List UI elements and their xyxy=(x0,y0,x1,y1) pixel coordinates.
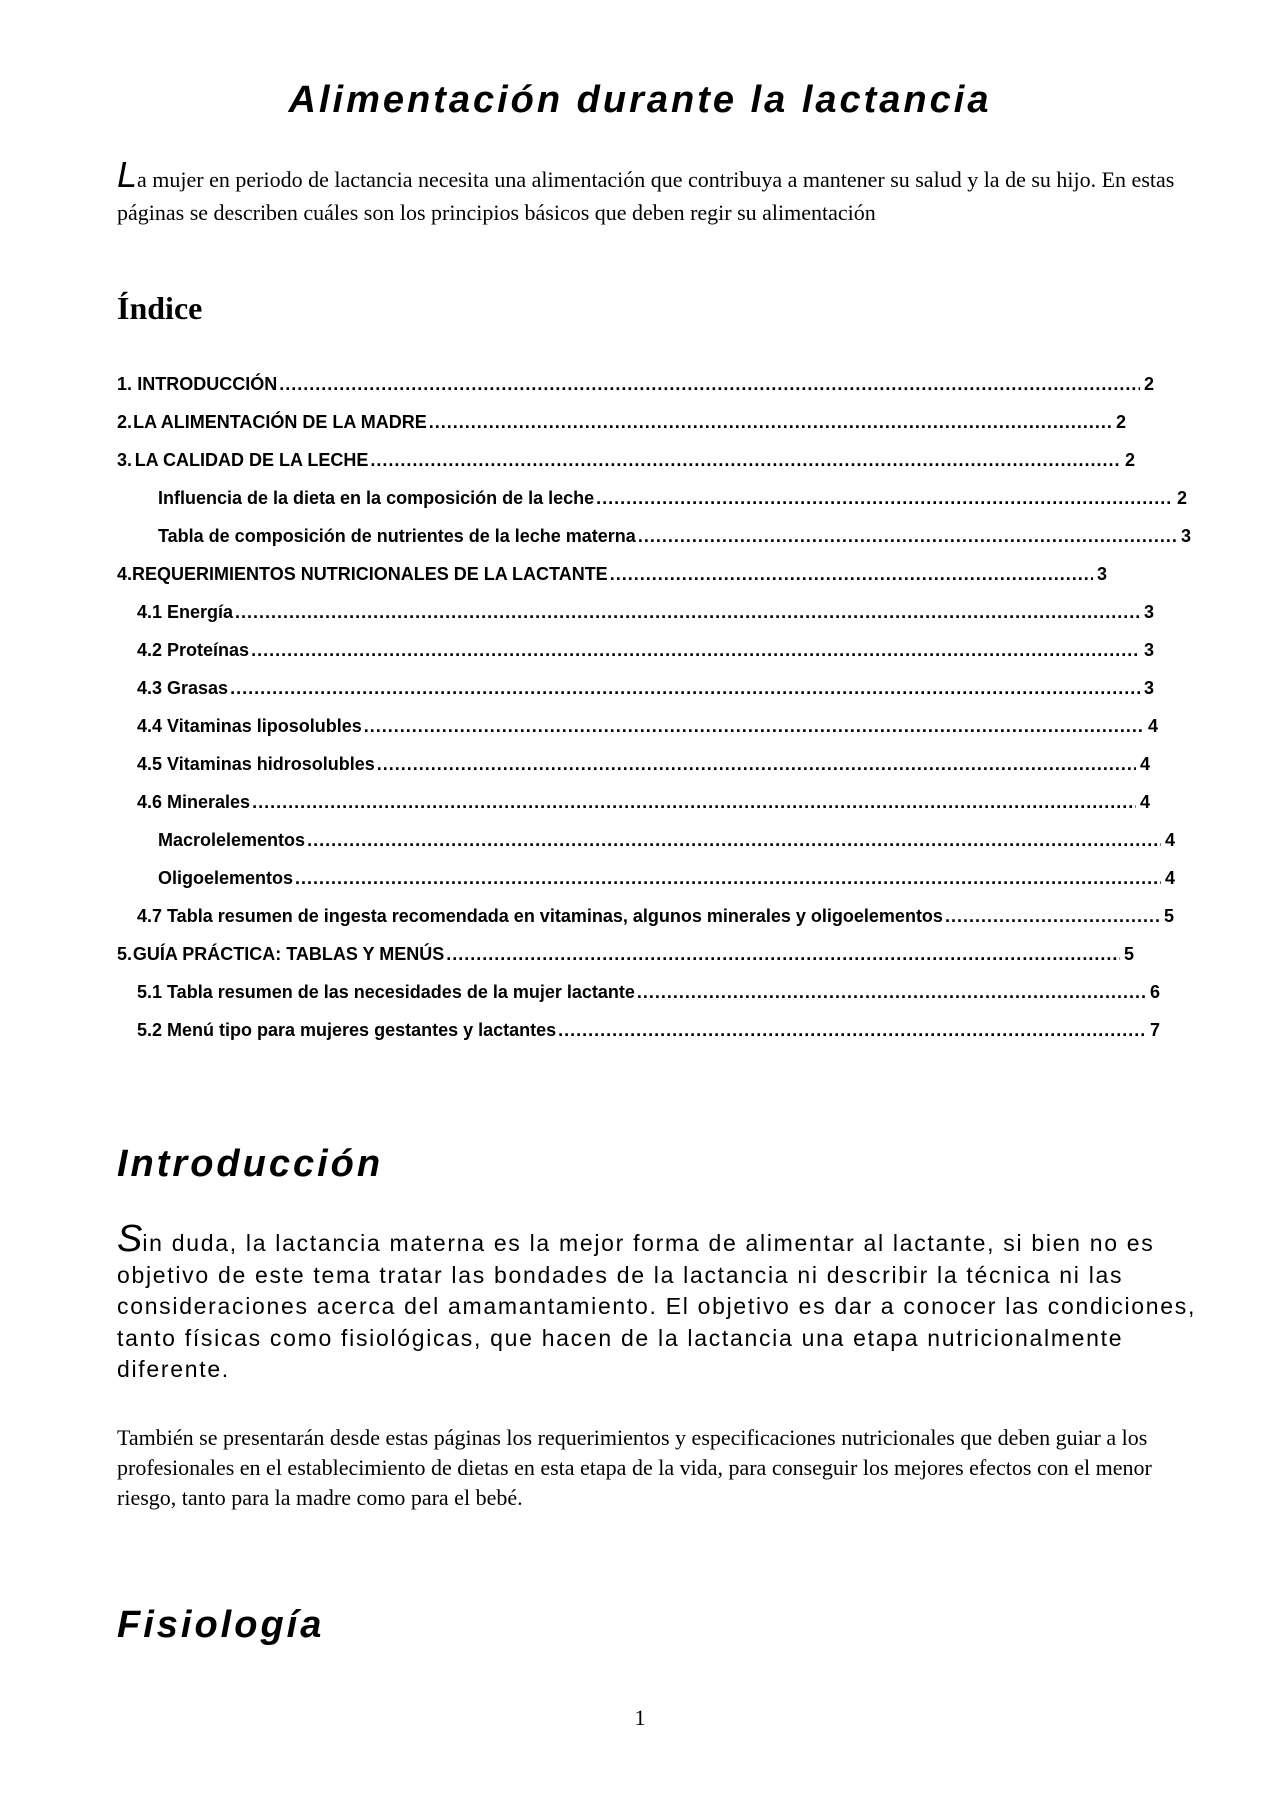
toc-entry[interactable] xyxy=(137,1011,1160,1049)
toc-entry[interactable] xyxy=(117,441,1135,479)
toc-entry[interactable] xyxy=(137,669,1154,707)
toc-entry[interactable] xyxy=(137,783,1150,821)
toc-label: 5.2 Menú tipo para mujeres gestantes y lactantes xyxy=(137,1020,557,1040)
toc-entry[interactable] xyxy=(137,631,1154,669)
toc-page-number: 5 xyxy=(1123,944,1134,964)
toc-entry[interactable] xyxy=(137,745,1150,783)
introduccion-paragraph-2: También se presentarán desde estas páginas los requerimientos y especificaciones nutricionales que deben guiar a los profesionales en el establecimiento de dietas en esta etapa de la vida, para conseguir los mejores efectos con el menor riesgo, tanto para la madre como para el bebé. xyxy=(117,1425,1152,1510)
toc-label: Influencia de la dieta en la composición de la leche xyxy=(158,488,595,508)
toc-leader xyxy=(945,897,1160,935)
introduccion-dropcap: S xyxy=(117,1218,143,1260)
toc-leader xyxy=(364,707,1144,745)
toc-leader xyxy=(295,859,1161,897)
toc-label: 4.7 Tabla resumen de ingesta recomendada en vitaminas, algunos minerales y oligoelementos xyxy=(137,906,943,926)
toc-page-number: 5 xyxy=(1163,906,1174,926)
toc-page-number: 4 xyxy=(1164,868,1175,888)
introduccion-paragraph-1 xyxy=(117,1218,1197,1386)
toc-page-number: 3 xyxy=(1143,602,1154,622)
toc-entry[interactable] xyxy=(158,479,1187,517)
intro-paragraph xyxy=(117,154,1187,229)
toc-label: 4.1 Energía xyxy=(137,602,234,622)
toc-page-number: 3 xyxy=(1143,678,1154,698)
toc-page-number: 2 xyxy=(1115,412,1126,432)
toc-page-number: 4 xyxy=(1139,754,1150,774)
document-title: Alimentación durante la lactancia xyxy=(288,79,992,121)
toc-number: 4. xyxy=(117,564,133,584)
toc-entry[interactable] xyxy=(158,821,1175,859)
toc-page-number: 7 xyxy=(1149,1020,1160,1040)
toc-leader xyxy=(610,555,1093,593)
toc-label: 4.2 Proteínas xyxy=(137,640,250,660)
toc-number: 1. xyxy=(117,374,133,394)
fisiologia-heading: Fisiología xyxy=(117,1604,325,1646)
toc-page-number: 2 xyxy=(1176,488,1187,508)
toc-leader xyxy=(429,403,1112,441)
toc-entry[interactable] xyxy=(158,859,1175,897)
toc-label: REQUERIMIENTOS NUTRICIONALES DE LA LACTANTE xyxy=(132,564,608,584)
introduccion-text-1: in duda, la lactancia materna es la mejor forma de alimentar al lactante, si bien no es objetivo de este tema tratar las bondades de la lactancia ni describir la técnica ni las consideraciones acerca del amamantamiento. El objetivo es dar a conocer las condiciones, tanto físicas como fisiológicas, que hacen de la lactancia una etapa nutricionalmente diferente. xyxy=(117,1230,1197,1382)
toc-label: 4.6 Minerales xyxy=(137,792,251,812)
toc-page-number: 3 xyxy=(1143,640,1154,660)
toc-entry[interactable] xyxy=(137,897,1174,935)
toc-leader xyxy=(307,821,1161,859)
toc-label: 5.1 Tabla resumen de las necesidades de la mujer lactante xyxy=(137,982,635,1002)
toc-entry[interactable] xyxy=(117,365,1154,403)
toc-number: 3. xyxy=(117,450,133,470)
toc-page-number: 6 xyxy=(1149,982,1160,1002)
toc-leader xyxy=(446,935,1120,973)
intro-dropcap: L xyxy=(117,154,138,195)
toc-page-number: 4 xyxy=(1164,830,1175,850)
toc-label: Oligoelementos xyxy=(158,868,294,888)
toc-leader xyxy=(370,441,1121,479)
toc-page-number: 3 xyxy=(1096,564,1107,584)
toc-label: 4.3 Grasas xyxy=(137,678,229,698)
toc-entry[interactable] xyxy=(137,973,1160,1011)
toc-label: 4.5 Vitaminas hidrosolubles xyxy=(137,754,375,774)
index-heading: Índice xyxy=(117,290,203,326)
introduccion-heading: Introducción xyxy=(117,1143,384,1185)
toc-leader xyxy=(637,973,1146,1011)
toc-leader xyxy=(558,1011,1146,1049)
toc-leader xyxy=(279,365,1140,403)
toc-label: INTRODUCCIÓN xyxy=(137,374,278,394)
toc-page-number: 3 xyxy=(1180,526,1191,546)
toc-leader xyxy=(377,745,1136,783)
toc-label: LA CALIDAD DE LA LECHE xyxy=(134,450,369,470)
toc-page-number: 4 xyxy=(1139,792,1150,812)
toc-entry[interactable] xyxy=(117,555,1107,593)
toc-label: Tabla de composición de nutrientes de la leche materna xyxy=(158,526,636,546)
toc-leader xyxy=(235,593,1140,631)
toc-entry[interactable] xyxy=(158,517,1191,555)
toc-page-number: 2 xyxy=(1143,374,1154,394)
toc-page-number: 2 xyxy=(1124,450,1135,470)
toc-page-number: 4 xyxy=(1147,716,1158,736)
toc-leader xyxy=(596,479,1173,517)
toc-leader xyxy=(252,783,1136,821)
toc-label: 4.4 Vitaminas liposolubles xyxy=(137,716,362,736)
toc-label: LA ALIMENTACIÓN DE LA MADRE xyxy=(133,412,427,432)
toc-entry[interactable] xyxy=(137,593,1154,631)
page-number: 1 xyxy=(634,1705,646,1730)
toc-leader xyxy=(638,517,1177,555)
intro-text: a mujer en periodo de lactancia necesita una alimentación que contribuya a mantener su salud y la de su hijo. En estas páginas se describen cuáles son los principios básicos que deben regir su alimentación xyxy=(117,167,1175,225)
toc-number: 2. xyxy=(117,412,133,432)
toc-label: Macrolelementos xyxy=(158,830,306,850)
toc-entry[interactable] xyxy=(117,403,1126,441)
toc-leader xyxy=(230,669,1140,707)
toc-entry[interactable] xyxy=(137,707,1158,745)
toc-label: GUÍA PRÁCTICA: TABLAS Y MENÚS xyxy=(132,944,445,964)
toc-leader xyxy=(251,631,1140,669)
toc-entry[interactable] xyxy=(117,935,1134,973)
toc-number: 5. xyxy=(117,944,133,964)
